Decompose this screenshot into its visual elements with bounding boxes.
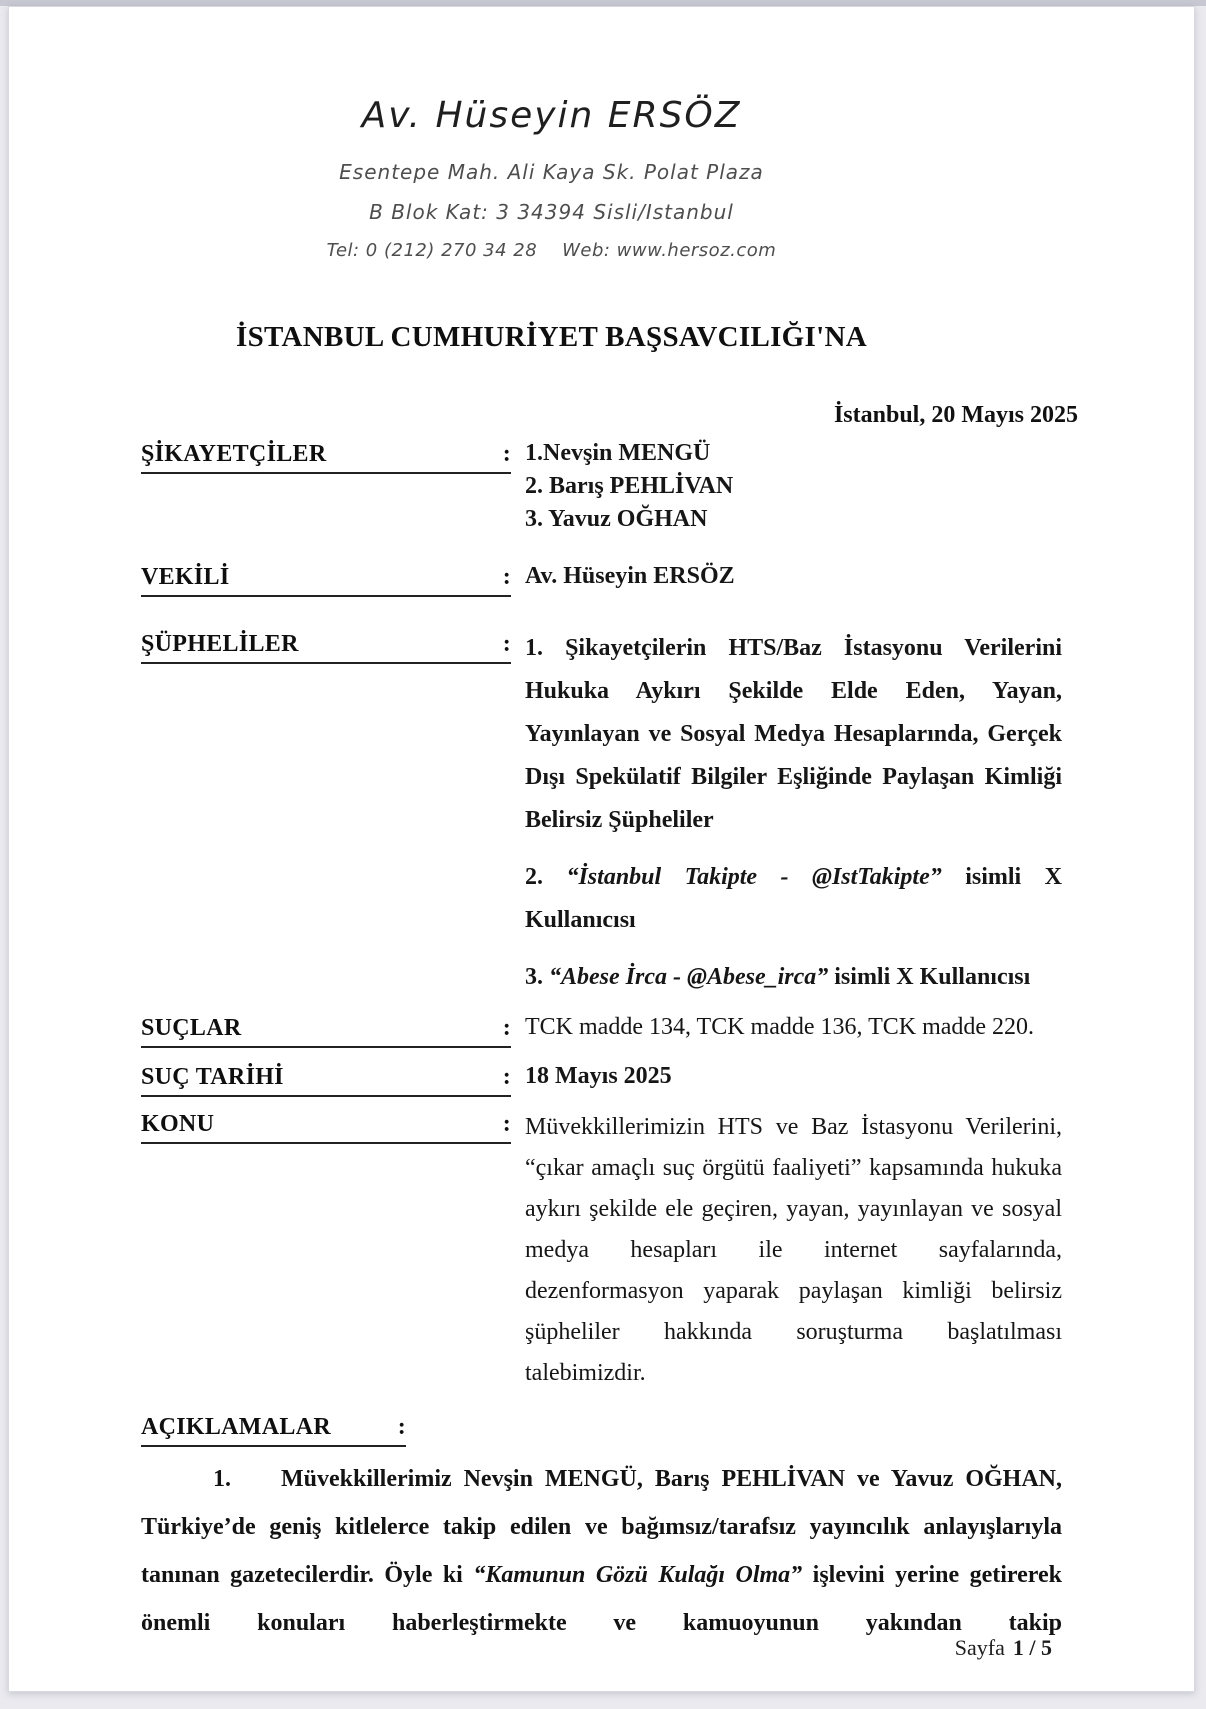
field-value-attorney: Av. Hüseyin ERSÖZ — [525, 563, 735, 589]
field-label-crimes — [141, 1011, 511, 1048]
letterhead — [141, 95, 1062, 261]
page-content — [9, 7, 1194, 1647]
field-label-text: ŞÜPHELİLER — [141, 631, 299, 657]
field-label-text: SUÇ TARİHİ — [141, 1064, 284, 1090]
letterhead-address-line2: B Blok Kat: 3 34394 Sisli/Istanbul — [369, 200, 734, 224]
paragraph-text: Müvekkillerimiz Nevşin MENGÜ, Barış PEHLİVAN ve Yavuz OĞHAN, Türkiye’de geniş kitlelerce takip edilen ve bağımsız/tarafsız yayıncılık anlayışlarıyla tanınan gazetecilerdir. Öyle ki — [141, 1466, 1062, 1588]
letterhead-contact: Tel: 0 (212) 270 34 28 Web: www.hersoz.com — [326, 240, 777, 261]
field-value-crime-date: 18 Mayıs 2025 — [525, 1063, 672, 1089]
suspect-item-account-name: “Abese İrca - @Abese_irca” — [549, 964, 829, 990]
field-label-attorney — [141, 560, 511, 597]
field-label-text: VEKİLİ — [141, 564, 230, 590]
field-row-attorney — [141, 560, 1062, 597]
suspect-item — [525, 856, 1062, 942]
suspect-item-account-name: “İstanbul Takipte - @IstTakipte” — [566, 864, 942, 890]
field-label-text: ŞİKAYETÇİLER — [141, 441, 327, 467]
dateline: İstanbul, 20 Mayıs 2025 — [833, 402, 1078, 428]
field-label-text: SUÇLAR — [141, 1015, 242, 1041]
page-footer-label: Sayfa — [954, 1635, 1005, 1660]
field-label-complainants — [141, 437, 511, 474]
recipient-title: İSTANBUL CUMHURİYET BAŞSAVCILIĞI'NA — [236, 321, 867, 353]
suspect-item-number: 2. — [525, 864, 567, 890]
suspect-item: 1. Şikayetçilerin HTS/Baz İstasyonu Verilerini Hukuka Aykırı Şekilde Elde Eden, Yayan, Yayınlayan ve Sosyal Medya Hesaplarında, Gerçek Dışı Spekülatif Bilgiler Eşliğinde Paylaşan Kimliği Belirsiz Şüpheliler — [525, 635, 1062, 833]
field-value-subject — [525, 1107, 1062, 1394]
paragraph-number: 1. — [213, 1466, 231, 1492]
field-colon: : — [502, 441, 511, 467]
letterhead-address-line1: Esentepe Mah. Ali Kaya Sk. Polat Plaza — [339, 160, 764, 184]
field-row-suspects — [141, 627, 1062, 999]
field-label-suspects — [141, 627, 511, 664]
complainant-item: 1.Nevşin MENGÜ — [525, 440, 711, 466]
complainant-item: 2. Barış PEHLİVAN — [525, 473, 734, 499]
field-row-complainants — [141, 437, 1062, 536]
field-value-crimes: TCK madde 134, TCK madde 136, TCK madde 220. — [525, 1014, 1035, 1040]
field-row-crimes — [141, 1011, 1062, 1048]
subject-text: Müvekkillerimizin HTS ve Baz İstasyonu Verilerini, “çıkar amaçlı suç örgütü faaliyeti” kapsamında hukuka aykırı şekilde ele geçiren, yayan, yayınlayan ve sosyal medya hesapları ile internet sayfalarında, dezenformasyon yaparak paylaşan kimliği belirsiz şüpheliler hakkında soruşturma başlatılması talebimizdir. — [525, 1114, 1062, 1386]
page-number: 1 / 5 — [1012, 1635, 1052, 1660]
field-label-text: KONU — [141, 1111, 215, 1137]
field-value-suspects — [525, 627, 1062, 999]
page-footer — [955, 1635, 1052, 1661]
field-colon: : — [502, 564, 511, 590]
suspect-item-number: 3. — [525, 964, 549, 990]
field-colon: : — [502, 631, 511, 657]
field-label-text: AÇIKLAMALAR — [141, 1414, 331, 1440]
field-label-subject — [141, 1107, 511, 1144]
field-colon: : — [502, 1064, 511, 1090]
field-label-crime-date — [141, 1060, 511, 1097]
field-row-subject — [141, 1107, 1062, 1394]
field-value-complainants — [525, 437, 1062, 536]
section-heading-explanations — [141, 1410, 1062, 1447]
suspect-item-suffix: isimli X Kullanıcısı — [828, 964, 1031, 990]
paragraph-quote: “Kamunun Gözü Kulağı Olma” — [473, 1562, 803, 1588]
field-colon: : — [397, 1414, 406, 1440]
field-colon: : — [502, 1111, 511, 1137]
suspect-item-suffix: isimli X Kullanıcısı — [525, 864, 1062, 933]
explanations-paragraph-1 — [141, 1455, 1062, 1647]
letterhead-name: Av. Hüseyin ERSÖZ — [361, 95, 742, 136]
field-row-crime-date — [141, 1060, 1062, 1097]
field-label-explanations — [141, 1410, 406, 1447]
complainant-item: 3. Yavuz OĞHAN — [525, 506, 708, 532]
suspect-item — [525, 956, 1062, 999]
paragraph-text: işlevini yerine getirerek önemli konuları haberleştirmekte ve kamuoyunun yakından takip — [141, 1562, 1062, 1636]
field-colon: : — [502, 1015, 511, 1041]
document-page — [8, 6, 1195, 1692]
